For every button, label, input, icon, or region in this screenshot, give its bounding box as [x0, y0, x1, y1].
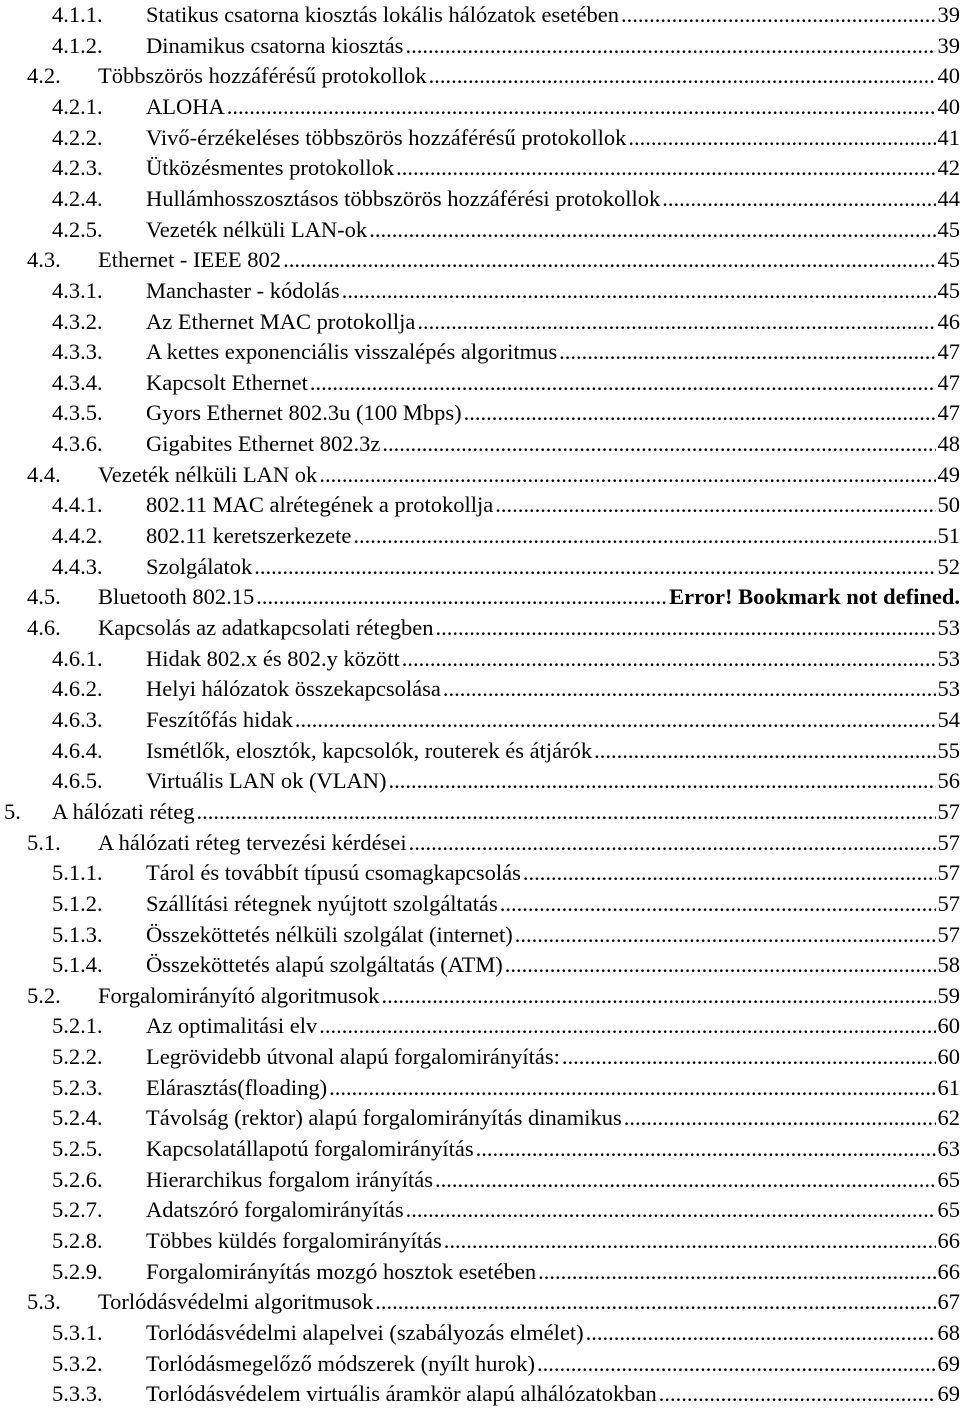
toc-entry[interactable] [0, 1226, 960, 1256]
toc-entry-number: 5.1.3. [52, 920, 103, 950]
toc-entry-title: Vivő-érzékeléses többszörös hozzáférésű protokollok [146, 123, 628, 153]
toc-entry-number: 5.2.8. [52, 1226, 103, 1256]
dot-leader [295, 705, 936, 735]
toc-entry-title: Legrövidebb útvonal alapú forgalomirányítás: [146, 1042, 562, 1072]
dot-leader [429, 61, 936, 91]
toc-entry[interactable] [0, 582, 960, 612]
toc-entry-title: 802.11 keretszerkezete [146, 521, 353, 551]
dot-leader [659, 1379, 936, 1409]
toc-entry[interactable] [0, 1257, 960, 1287]
dot-leader [409, 828, 936, 858]
toc-entry-title: A hálózati réteg tervezési kérdései [98, 828, 409, 858]
toc-entry[interactable] [0, 1042, 960, 1072]
dot-leader [586, 1318, 936, 1348]
toc-entry-title: Az Ethernet MAC protokollja [146, 307, 417, 337]
dot-leader [382, 429, 935, 459]
toc-entry-number: 4.4.2. [52, 521, 103, 551]
toc-entry-title: Tárol és továbbít típusú csomagkapcsolás [146, 858, 523, 888]
dot-leader [196, 797, 935, 827]
toc-entry[interactable] [0, 31, 960, 61]
toc-entry[interactable] [0, 184, 960, 214]
toc-entry-page: 52 [936, 552, 960, 582]
toc-entry[interactable] [0, 674, 960, 704]
toc-entry-page: 45 [936, 215, 960, 245]
toc-entry-page: 49 [936, 460, 960, 490]
toc-entry-page: 57 [936, 858, 960, 888]
toc-entry-page: 40 [936, 92, 960, 122]
toc-entry[interactable] [0, 705, 960, 735]
toc-entry-number: 5.3. [27, 1287, 61, 1317]
toc-entry[interactable] [0, 1011, 960, 1041]
toc-entry-page: 46 [936, 307, 960, 337]
toc-entry-page: 59 [936, 981, 960, 1011]
toc-entry-number: 4.3.6. [52, 429, 103, 459]
toc-entry-page: 63 [936, 1134, 960, 1164]
toc-entry-page: 42 [936, 153, 960, 183]
dot-leader [444, 1226, 936, 1256]
toc-entry-page: 56 [936, 766, 960, 796]
toc-entry-title: A kettes exponenciális visszalépés algoritmus [146, 337, 559, 367]
dot-leader [464, 398, 936, 428]
toc-entry-number: 4.2.2. [52, 123, 103, 153]
toc-entry-page: 66 [936, 1226, 960, 1256]
toc-entry[interactable] [0, 1073, 960, 1103]
toc-entry[interactable] [0, 766, 960, 796]
toc-entry-title: Helyi hálózatok összekapcsolása [146, 674, 443, 704]
toc-entry-number: 5.3.3. [52, 1379, 103, 1409]
toc-entry[interactable] [0, 1379, 960, 1409]
toc-entry-number: 4.2.3. [52, 153, 103, 183]
toc-entry-page: 53 [936, 674, 960, 704]
toc-entry[interactable] [0, 123, 960, 153]
toc-entry-title: Kapcsolatállapotú forgalomirányítás [146, 1134, 476, 1164]
toc-entry-number: 5.3.2. [52, 1349, 103, 1379]
toc-entry-title: Hullámhosszosztásos többszörös hozzáférési protokollok [146, 184, 662, 214]
toc-entry-title: Torlódásvédelmi alapelvei (szabályozás elmélet) [146, 1318, 586, 1348]
dot-leader [353, 521, 935, 551]
toc-entry[interactable] [0, 797, 960, 827]
toc-entry[interactable] [0, 337, 960, 367]
dot-leader [375, 1287, 935, 1317]
dot-leader [537, 1349, 936, 1379]
toc-entry-page: 39 [936, 0, 960, 30]
toc-entry-number: 4.3.2. [52, 307, 103, 337]
toc-entry-title: A hálózati réteg [52, 797, 196, 827]
dot-leader [559, 337, 935, 367]
toc-entry[interactable] [0, 1165, 960, 1195]
toc-entry[interactable] [0, 460, 960, 490]
toc-entry-number: 5.3.1. [52, 1318, 103, 1348]
toc-entry-page: 69 [936, 1349, 960, 1379]
toc-entry-page: 47 [936, 337, 960, 367]
toc-entry-page: 39 [936, 31, 960, 61]
dot-leader [381, 981, 935, 1011]
toc-entry-number: 5.2.7. [52, 1195, 103, 1225]
toc-entry-title: Torlódásmegelőző módszerek (nyílt hurok) [146, 1349, 537, 1379]
toc-entry-title: Hierarchikus forgalom irányítás [146, 1165, 435, 1195]
toc-entry-number: 4.3. [27, 245, 61, 275]
toc-entry-number: 4.5. [27, 582, 61, 612]
toc-entry-page: 50 [936, 490, 960, 520]
toc-entry-page: 54 [936, 705, 960, 735]
toc-entry-title: Ethernet - IEEE 802 [98, 245, 283, 275]
toc-entry[interactable] [0, 398, 960, 428]
toc-entry-page: 45 [936, 276, 960, 306]
toc-entry-title: Vezeték nélküli LAN ok [98, 460, 319, 490]
dot-leader [628, 123, 935, 153]
toc-entry-page: 67 [936, 1287, 960, 1317]
toc-entry[interactable] [0, 0, 960, 30]
toc-entry-page: 62 [936, 1103, 960, 1133]
toc-entry-title: 802.11 MAC alrétegének a protokollja [146, 490, 495, 520]
toc-entry-number: 5.1.4. [52, 950, 103, 980]
dot-leader [495, 490, 935, 520]
toc-entry-title: Kapcsolt Ethernet [146, 368, 310, 398]
dot-leader [417, 307, 935, 337]
toc-entry[interactable] [0, 644, 960, 674]
dot-leader [624, 1103, 936, 1133]
dot-leader [329, 1073, 935, 1103]
toc-entry-number: 4.4. [27, 460, 61, 490]
dot-leader [405, 31, 935, 61]
dot-leader [283, 245, 935, 275]
toc-entry-title: Gyors Ethernet 802.3u (100 Mbps) [146, 398, 464, 428]
toc-entry[interactable] [0, 1349, 960, 1379]
toc-entry-page: 65 [936, 1195, 960, 1225]
toc-entry-page: Error! Bookmark not defined. [667, 582, 960, 612]
toc-entry-number: 4.6. [27, 613, 61, 643]
toc-entry-title: Kapcsolás az adatkapcsolati rétegben [98, 613, 435, 643]
toc-entry-number: 4.6.1. [52, 644, 103, 674]
toc-entry[interactable] [0, 276, 960, 306]
toc-entry-page: 51 [936, 521, 960, 551]
dot-leader [523, 858, 936, 888]
toc-entry[interactable] [0, 828, 960, 858]
toc-entry[interactable] [0, 613, 960, 643]
toc-entry-title: ALOHA [146, 92, 227, 122]
toc-entry-title: Az optimalitási elv [146, 1011, 319, 1041]
dot-leader [406, 1195, 936, 1225]
toc-entry-title: Dinamikus csatorna kiosztás [146, 31, 405, 61]
toc-entry-number: 4.6.5. [52, 766, 103, 796]
dot-leader [227, 92, 936, 122]
toc-entry-page: 61 [936, 1073, 960, 1103]
toc-entry-page: 68 [936, 1318, 960, 1348]
toc-entry-number: 4.2.1. [52, 92, 103, 122]
toc-entry[interactable] [0, 153, 960, 183]
toc-entry-title: Torlódásvédelmi algoritmusok [98, 1287, 375, 1317]
toc-entry[interactable] [0, 889, 960, 919]
toc-entry-page: 47 [936, 368, 960, 398]
toc-entry-number: 4.3.4. [52, 368, 103, 398]
toc-entry[interactable] [0, 307, 960, 337]
toc-entry[interactable] [0, 552, 960, 582]
toc-entry-number: 5.2.1. [52, 1011, 103, 1041]
dot-leader [662, 184, 935, 214]
dot-leader [256, 582, 667, 612]
toc-entry-page: 53 [936, 613, 960, 643]
toc-entry-number: 4.2.4. [52, 184, 103, 214]
toc-entry-number: 4.6.4. [52, 736, 103, 766]
toc-entry-title: Hidak 802.x és 802.y között [146, 644, 402, 674]
toc-entry-page: 57 [936, 797, 960, 827]
dot-leader [621, 0, 936, 30]
toc-entry-number: 4.1.2. [52, 31, 103, 61]
toc-entry-number: 5.1. [27, 828, 61, 858]
toc-entry[interactable] [0, 1134, 960, 1164]
toc-entry[interactable] [0, 92, 960, 122]
toc-entry-title: Elárasztás(floading) [146, 1073, 329, 1103]
toc-entry-title: Ismétlők, elosztók, kapcsolók, routerek és átjárók [146, 736, 594, 766]
dot-leader [396, 153, 935, 183]
toc-entry-page: 41 [936, 123, 960, 153]
dot-leader [515, 920, 936, 950]
toc-entry-number: 4.3.5. [52, 398, 103, 428]
toc-entry-page: 57 [936, 828, 960, 858]
toc-entry-number: 5.2.5. [52, 1134, 103, 1164]
toc-entry-page: 58 [936, 950, 960, 980]
toc-entry[interactable] [0, 215, 960, 245]
toc-entry-page: 45 [936, 245, 960, 275]
toc-entry-number: 5.2.6. [52, 1165, 103, 1195]
dot-leader [319, 1011, 935, 1041]
toc-entry-number: 5.2. [27, 981, 61, 1011]
toc-entry-title: Összeköttetés nélküli szolgálat (internet) [146, 920, 515, 950]
toc-entry-page: 48 [936, 429, 960, 459]
dot-leader [594, 736, 935, 766]
toc-entry-number: 5.2.4. [52, 1103, 103, 1133]
toc-entry-page: 66 [936, 1257, 960, 1287]
toc-entry-page: 57 [936, 920, 960, 950]
toc-entry-page: 65 [936, 1165, 960, 1195]
toc-entry-title: Bluetooth 802.15 [98, 582, 256, 612]
toc-entry-number: 5.2.3. [52, 1073, 103, 1103]
toc-entry-number: 4.2.5. [52, 215, 103, 245]
dot-leader [388, 766, 935, 796]
toc-entry-title: Távolság (rektor) alapú forgalomirányítás dinamikus [146, 1103, 624, 1133]
toc-entry-title: Szállítási rétegnek nyújtott szolgáltatás [146, 889, 500, 919]
toc-entry-title: Többes küldés forgalomirányítás [146, 1226, 444, 1256]
toc-entry[interactable] [0, 920, 960, 950]
toc-entry-number: 5.2.2. [52, 1042, 103, 1072]
toc-entry[interactable] [0, 61, 960, 91]
toc-entry-title: Torlódásvédelem virtuális áramkör alapú alhálózatokban [146, 1379, 659, 1409]
dot-leader [319, 460, 935, 490]
toc-entry[interactable] [0, 521, 960, 551]
toc-entry-number: 4.1.1. [52, 0, 103, 30]
toc-entry-number: 5. [4, 797, 21, 827]
toc-entry-page: 60 [936, 1042, 960, 1072]
toc-entry-number: 4.3.3. [52, 337, 103, 367]
dot-leader [500, 889, 936, 919]
dot-leader [443, 674, 936, 704]
toc-entry-title: Adatszóró forgalomirányítás [146, 1195, 406, 1225]
toc-entry-page: 47 [936, 398, 960, 428]
toc-entry-page: 40 [936, 61, 960, 91]
toc-entry[interactable] [0, 858, 960, 888]
dot-leader [505, 950, 936, 980]
dot-leader [476, 1134, 936, 1164]
dot-leader [538, 1257, 935, 1287]
toc-entry-title: Manchaster - kódolás [146, 276, 342, 306]
toc-entry[interactable] [0, 1195, 960, 1225]
toc-entry[interactable] [0, 245, 960, 275]
toc-entry-title: Ütközésmentes protokollok [146, 153, 396, 183]
toc-entry-number: 4.4.3. [52, 552, 103, 582]
dot-leader [369, 215, 935, 245]
toc-entry[interactable] [0, 950, 960, 980]
toc-entry-number: 4.4.1. [52, 490, 103, 520]
toc-entry-page: 55 [936, 736, 960, 766]
toc-entry-page: 53 [936, 644, 960, 674]
dot-leader [435, 613, 935, 643]
dot-leader [310, 368, 936, 398]
toc-entry-page: 44 [936, 184, 960, 214]
toc-entry[interactable] [0, 1318, 960, 1348]
toc-entry-number: 4.3.1. [52, 276, 103, 306]
toc-entry[interactable] [0, 1103, 960, 1133]
toc-entry-title: Többszörös hozzáférésű protokollok [98, 61, 429, 91]
dot-leader [254, 552, 935, 582]
dot-leader [402, 644, 936, 674]
toc-entry-page: 69 [936, 1379, 960, 1409]
toc-entry-title: Forgalomirányítás mozgó hosztok esetében [146, 1257, 538, 1287]
toc-entry-title: Statikus csatorna kiosztás lokális hálózatok esetében [146, 0, 621, 30]
toc-entry[interactable] [0, 981, 960, 1011]
toc-entry-title: Feszítőfás hidak [146, 705, 295, 735]
toc-entry-number: 4.2. [27, 61, 61, 91]
toc-entry[interactable] [0, 736, 960, 766]
dot-leader [342, 276, 936, 306]
toc-entry-title: Forgalomirányító algoritmusok [98, 981, 381, 1011]
toc-entry-number: 5.2.9. [52, 1257, 103, 1287]
toc-entry-title: Virtuális LAN ok (VLAN) [146, 766, 388, 796]
toc-entry-number: 5.1.1. [52, 858, 103, 888]
dot-leader [435, 1165, 936, 1195]
toc-entry-page: 60 [936, 1011, 960, 1041]
toc-entry[interactable] [0, 429, 960, 459]
toc-entry[interactable] [0, 368, 960, 398]
toc-entry-title: Összeköttetés alapú szolgáltatás (ATM) [146, 950, 505, 980]
toc-entry-title: Vezeték nélküli LAN-ok [146, 215, 369, 245]
toc-entry-number: 4.6.2. [52, 674, 103, 704]
toc-entry[interactable] [0, 490, 960, 520]
toc-entry-number: 4.6.3. [52, 705, 103, 735]
dot-leader [562, 1042, 936, 1072]
toc-entry-title: Szolgálatok [146, 552, 254, 582]
toc-entry[interactable] [0, 1287, 960, 1317]
toc-entry-number: 5.1.2. [52, 889, 103, 919]
toc-entry-page: 57 [936, 889, 960, 919]
toc-entry-title: Gigabites Ethernet 802.3z [146, 429, 382, 459]
